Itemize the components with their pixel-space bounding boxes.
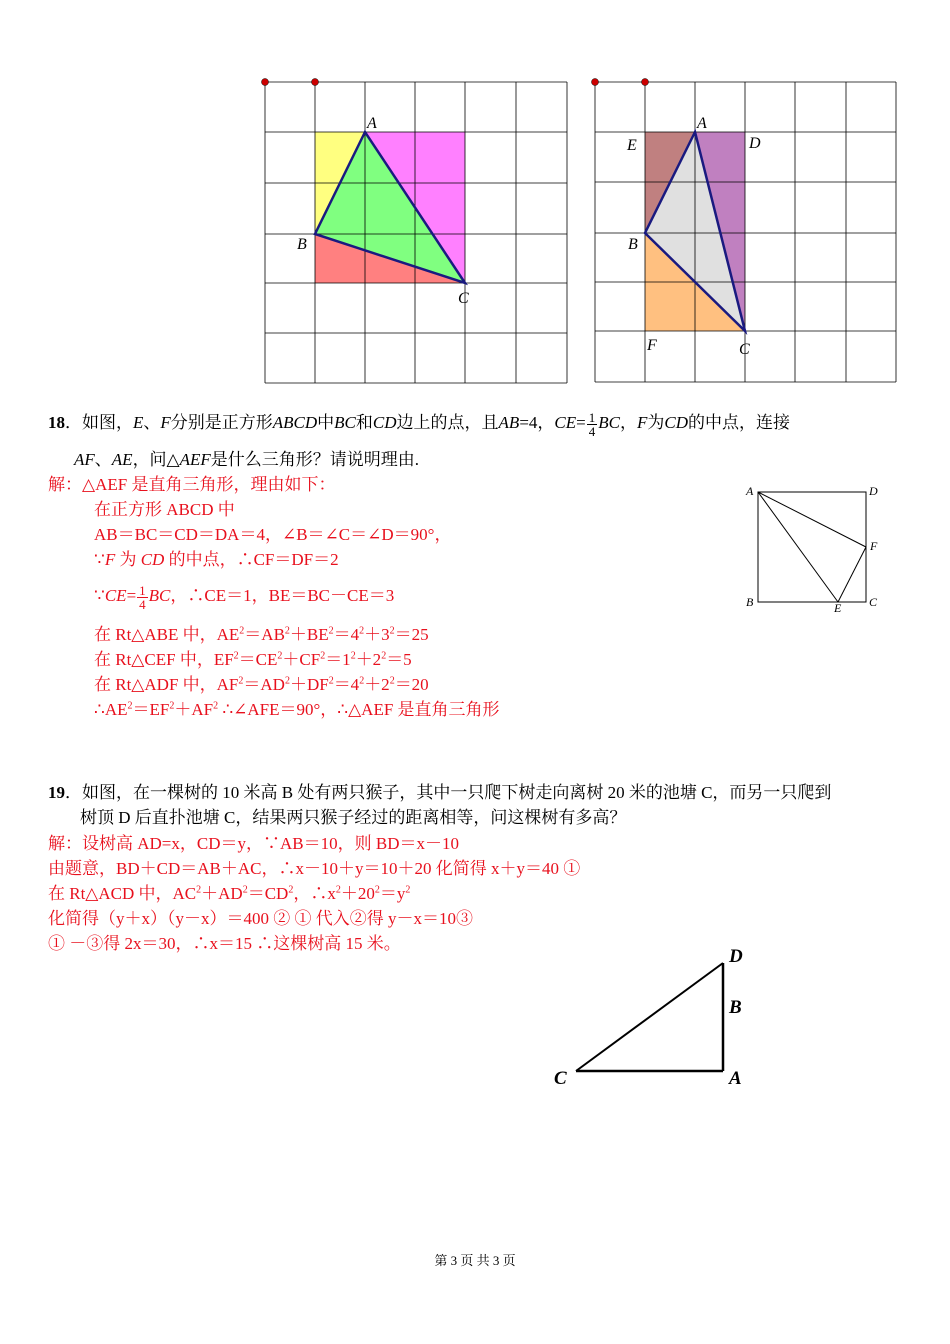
- sol-text: ＝25: [394, 625, 429, 644]
- grid-lines: [595, 82, 896, 382]
- sol-text: ，∴CE＝1，BE＝BC－CE＝3: [170, 586, 395, 605]
- sol-var: CE: [104, 586, 127, 605]
- sup: 2: [320, 650, 326, 662]
- q18-var: AE: [111, 450, 133, 469]
- sol-text: ＝AD: [243, 675, 285, 694]
- label-a: A: [697, 115, 707, 132]
- q18-text: ，问△: [132, 450, 180, 469]
- q19-line2: 树顶 D 后直扑池塘 C，结果两只猴子经过的距离相等，问这棵树有多高？: [80, 808, 627, 827]
- sol-text: ＝4: [333, 675, 360, 694]
- q18-var: F: [160, 413, 171, 432]
- q18-line2: [74, 447, 419, 473]
- sol-text: ＝20: [394, 675, 429, 694]
- q18-solution-line: [94, 547, 339, 572]
- q19-text: ．如图，在一棵树的 10 米高 B 处有两只猴子，其中一只爬下树走向离树 20 米的池塘 C，而另一只爬到: [65, 783, 832, 802]
- fraction-numerator: 1: [588, 409, 596, 425]
- control-dot: [262, 79, 269, 86]
- label-e: E: [834, 601, 842, 615]
- sol-text: =: [126, 586, 137, 605]
- q18-text: 的中点，连接: [687, 413, 790, 432]
- control-dot: [642, 79, 649, 86]
- label-d: D: [749, 135, 761, 152]
- q18-var: CD: [664, 413, 688, 432]
- sol-text: ＋DF: [289, 675, 329, 694]
- sup: 2: [284, 675, 290, 687]
- segment-ef: [838, 547, 866, 602]
- fraction-numerator: 1: [139, 582, 146, 598]
- label-f: F: [647, 337, 657, 354]
- fraction-denominator: 4: [588, 423, 596, 439]
- label-a: A: [746, 484, 754, 498]
- q18-var: CD: [372, 413, 397, 432]
- sol-text: ∵: [94, 586, 105, 605]
- sol-text: ＋AF: [174, 700, 214, 719]
- q19-number: 19: [48, 783, 65, 802]
- sup: 2: [374, 884, 380, 896]
- label-e: E: [627, 137, 637, 154]
- q18-solution-line: [94, 647, 412, 672]
- square-abcd: [758, 492, 866, 602]
- label-b: B: [729, 997, 742, 1018]
- sup: 2: [288, 884, 294, 896]
- q19-tree-figure: [548, 938, 768, 1098]
- q18-number: 18: [48, 413, 65, 432]
- sol-text: 在 Rt△ABE 中，AE: [94, 625, 240, 644]
- q19-solution-line: 由题意，BD＋CD＝AB＋AC，∴x－10＋y＝10＋20 化简得 x＋y＝40 ①: [48, 859, 581, 878]
- label-d: D: [869, 484, 878, 498]
- fraction-denominator: 4: [139, 596, 146, 612]
- sup: 2: [350, 650, 356, 662]
- sup: 2: [127, 700, 133, 712]
- q18-solution-line: [94, 697, 500, 722]
- sol-text: ，∴x: [293, 884, 336, 903]
- sol-text: 在 Rt△CEF 中，EF: [94, 650, 234, 669]
- q18-var: AB: [498, 413, 520, 432]
- q18-solution-line: [94, 622, 429, 647]
- sup: 2: [335, 884, 341, 896]
- q18-text: 、: [94, 450, 112, 469]
- sup: 2: [381, 650, 387, 662]
- sol-text: ＋CF: [282, 650, 321, 669]
- sol-text: ＋BE: [289, 625, 329, 644]
- q18-var: AF: [74, 450, 95, 469]
- sol-text: ＝CD: [247, 884, 289, 903]
- q18-text: 和: [355, 413, 373, 432]
- sol-text: 在 Rt△ADF 中，AF: [94, 675, 239, 694]
- control-dot: [312, 79, 319, 86]
- sup: 2: [359, 675, 365, 687]
- sup: 2: [328, 625, 334, 637]
- sup: 2: [328, 675, 334, 687]
- q18-var: E: [133, 413, 144, 432]
- sol-text: ＝1: [325, 650, 351, 669]
- sol-text: ∴AE: [94, 700, 128, 719]
- sup: 2: [389, 625, 395, 637]
- sol-text: ＝EF: [132, 700, 170, 719]
- q18-text: 分别是正方形: [170, 413, 273, 432]
- q19-solution-line: [48, 881, 410, 906]
- q18-text: ，: [619, 413, 637, 432]
- sol-text: ＝y: [379, 884, 406, 903]
- q18-square-figure: [740, 478, 890, 618]
- sup: 2: [359, 625, 365, 637]
- segment-cd: [576, 963, 723, 1071]
- sol-text: ＋20: [340, 884, 375, 903]
- q18-var: BC: [598, 413, 620, 432]
- sol-var: F: [104, 550, 116, 569]
- sol-text: ∵: [94, 550, 105, 569]
- q18-text: 中: [317, 413, 335, 432]
- q18-solution-line: [94, 576, 394, 616]
- label-b: B: [297, 236, 307, 253]
- sol-var: CD: [140, 550, 165, 569]
- sup: 2: [233, 650, 239, 662]
- sol-text: ＋2: [364, 675, 390, 694]
- label-d: D: [729, 946, 743, 967]
- sol-text: 的中点，∴CF＝DF＝2: [164, 550, 339, 569]
- q18-var: BC: [334, 413, 356, 432]
- q18-text: =: [576, 413, 586, 432]
- q19-solution-line: ① －③得 2x＝30，∴x＝15 ∴这棵树高 15 米。: [48, 934, 401, 953]
- sol-text: ＝5: [386, 650, 412, 669]
- q18-text: =4，: [519, 413, 555, 432]
- q18-solution-line: AB＝BC＝CD＝DA＝4，∠B＝∠C＝∠D＝90°，: [94, 525, 452, 544]
- sol-text: ＝4: [333, 625, 360, 644]
- sup: 2: [196, 884, 202, 896]
- sup: 2: [405, 884, 411, 896]
- sol-text: ＋AD: [201, 884, 243, 903]
- sol-text: ＝AB: [244, 625, 285, 644]
- label-c: C: [739, 341, 750, 358]
- label-c: C: [554, 1068, 567, 1089]
- sol-text: ＋2: [355, 650, 382, 669]
- q18-text: 边上的点，且: [396, 413, 499, 432]
- label-b: B: [628, 236, 638, 253]
- q18-var: AEF: [179, 450, 211, 469]
- q18-line1: [48, 410, 790, 438]
- sol-text: ＝CE: [238, 650, 278, 669]
- q18-text: 为: [647, 413, 665, 432]
- q19-line1: [48, 780, 831, 806]
- q18-solution-line: [94, 672, 429, 697]
- q18-text: 、: [143, 413, 161, 432]
- q18-solution-line: 在正方形 ABCD 中: [94, 500, 235, 519]
- q19-solution-line: 解：设树高 AD=x，CD＝y，∵AB＝10，则 BD＝x－10: [48, 834, 459, 853]
- q18-fraction: [587, 411, 598, 438]
- sup: 2: [213, 700, 219, 712]
- q19-solution-line: 化简得（y＋x）（y－x）＝400 ② ① 代入②得 y－x＝10③: [48, 909, 473, 928]
- q18-var: F: [636, 413, 648, 432]
- page-footer: 第 3 页 共 3 页: [434, 1253, 516, 1268]
- segment-af: [758, 492, 866, 547]
- sup: 2: [242, 884, 248, 896]
- sol-fraction: [137, 584, 148, 611]
- q18-var: ABCD: [272, 413, 318, 432]
- sol-text: 为: [115, 550, 141, 569]
- sup: 2: [238, 675, 244, 687]
- sol-text: ＋3: [364, 625, 390, 644]
- sup: 2: [239, 625, 245, 637]
- control-dot: [592, 79, 599, 86]
- sol-text: ∴∠AFE＝90°，∴△AEF 是直角三角形: [218, 700, 500, 719]
- q18-solution-line: 解：△AEF 是直角三角形，理由如下：: [48, 475, 336, 494]
- sup: 2: [277, 650, 283, 662]
- label-f: F: [870, 539, 878, 553]
- sol-text: 在 Rt△ACD 中，AC: [48, 884, 197, 903]
- label-a: A: [729, 1068, 742, 1089]
- grid-figure-left: [255, 72, 575, 392]
- grid-figure-right: [585, 72, 905, 392]
- label-b: B: [746, 595, 754, 609]
- colored-regions: [315, 132, 465, 283]
- label-c: C: [458, 290, 469, 307]
- label-c: C: [869, 595, 878, 609]
- sol-var: BC: [148, 586, 171, 605]
- q18-text: 是什么三角形？请说明理由.: [210, 450, 420, 469]
- q18-var: CE: [554, 413, 577, 432]
- segment-ae: [758, 492, 838, 602]
- label-a: A: [367, 115, 377, 132]
- sup: 2: [389, 675, 395, 687]
- sup: 2: [284, 625, 290, 637]
- sup: 2: [169, 700, 175, 712]
- q18-text: ．如图，: [65, 413, 133, 432]
